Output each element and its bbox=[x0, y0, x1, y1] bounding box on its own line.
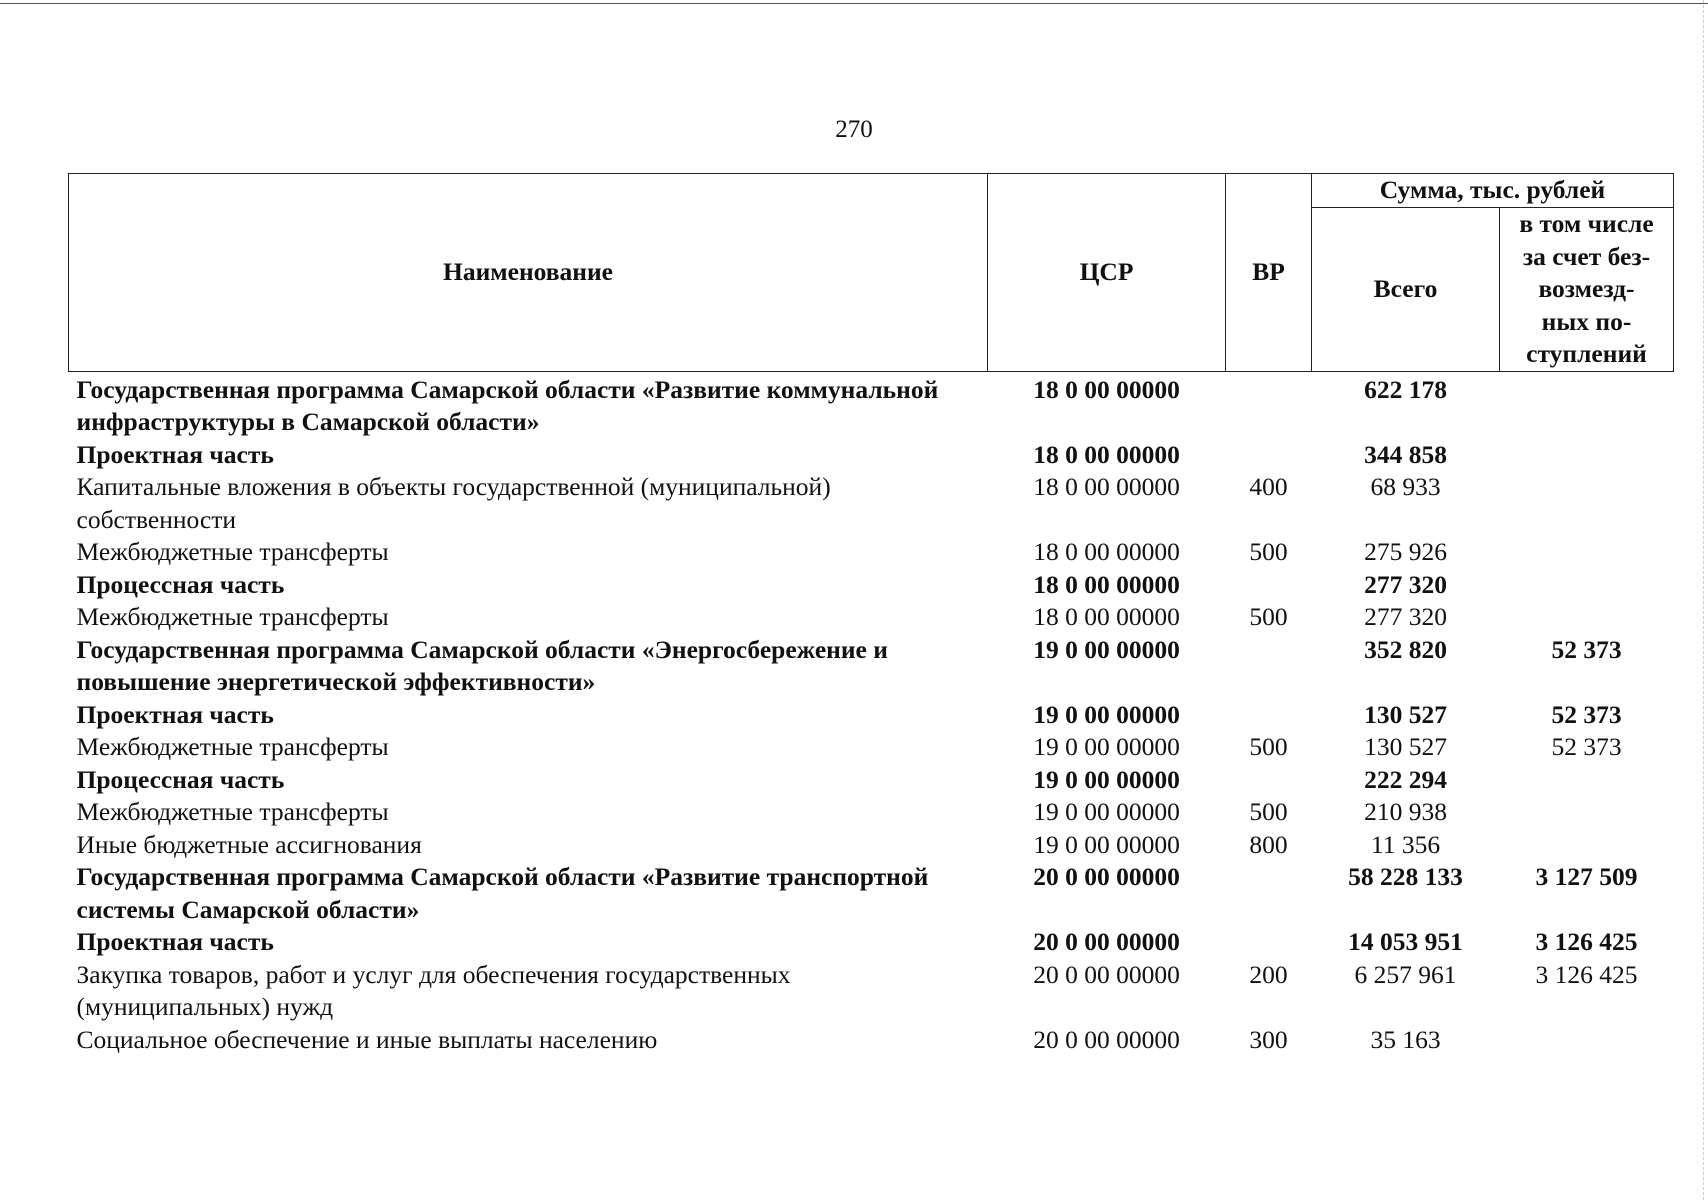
page-right-edge bbox=[1703, 0, 1704, 1200]
table-row bbox=[69, 601, 1674, 634]
cell-total: 210 938 bbox=[1364, 797, 1447, 826]
cell-free: 52 373 bbox=[1551, 732, 1622, 761]
cell-csr: 20 0 00 00000 bbox=[1033, 862, 1180, 891]
cell-name: Проектная часть bbox=[76, 699, 274, 729]
cell-csr: 18 0 00 00000 bbox=[1033, 374, 1180, 404]
cell-free bbox=[1500, 796, 1674, 829]
cell-free bbox=[1500, 601, 1674, 634]
cell-vr bbox=[1226, 569, 1312, 602]
cell-vr: 200 bbox=[1249, 959, 1288, 989]
cell-vr: 300 bbox=[1249, 1024, 1288, 1054]
cell-total: 277 320 bbox=[1364, 602, 1447, 631]
cell-csr: 18 0 00 00000 bbox=[1033, 537, 1180, 566]
cell-total: 622 178 bbox=[1364, 374, 1447, 404]
cell-csr: 20 0 00 00000 bbox=[1033, 927, 1180, 956]
cell-name: Закупка товаров, работ и услуг для обеспечения государственных (муниципальных) нужд bbox=[76, 959, 791, 1021]
header-free-line: за счет без- bbox=[1522, 241, 1651, 271]
table-row bbox=[69, 439, 1674, 472]
cell-free bbox=[1500, 569, 1674, 602]
cell-total: 68 933 bbox=[1370, 472, 1441, 501]
table-header bbox=[69, 174, 1674, 372]
cell-name: Процессная часть bbox=[76, 569, 285, 599]
cell-total: 11 356 bbox=[1370, 829, 1441, 859]
cell-name: Межбюджетные трансферты bbox=[76, 732, 389, 761]
table-row bbox=[69, 796, 1674, 829]
header-free-line: ных по- bbox=[1541, 306, 1632, 336]
cell-vr bbox=[1226, 439, 1312, 472]
cell-csr: 18 0 00 00000 bbox=[1033, 439, 1180, 469]
cell-csr: 19 0 00 00000 bbox=[1033, 634, 1180, 664]
page-top-rule bbox=[0, 3, 1708, 4]
cell-name: Государственная программа Самарской области «Энергосбережение и повышение энергетической эффективности» bbox=[76, 634, 888, 696]
cell-csr: 18 0 00 00000 bbox=[1033, 569, 1180, 599]
cell-vr: 500 bbox=[1249, 732, 1288, 761]
cell-csr: 18 0 00 00000 bbox=[1033, 602, 1180, 631]
cell-csr: 20 0 00 00000 bbox=[1033, 959, 1180, 989]
cell-name: Иные бюджетные ассигнования bbox=[76, 829, 422, 859]
cell-total: 14 053 951 bbox=[1348, 927, 1463, 956]
table-row bbox=[69, 829, 1674, 862]
table-row bbox=[69, 536, 1674, 569]
cell-vr bbox=[1226, 371, 1312, 439]
cell-name: Социальное обеспечение и иные выплаты населению bbox=[76, 1024, 658, 1054]
header-csr: ЦСР bbox=[988, 174, 1226, 372]
cell-name: Проектная часть bbox=[76, 927, 274, 956]
cell-free: 3 126 425 bbox=[1535, 927, 1638, 956]
cell-total: 130 527 bbox=[1364, 699, 1447, 729]
table-row bbox=[69, 634, 1674, 699]
table-row bbox=[69, 699, 1674, 732]
cell-vr bbox=[1226, 699, 1312, 732]
cell-total: 130 527 bbox=[1364, 732, 1447, 761]
cell-total: 277 320 bbox=[1364, 569, 1447, 599]
cell-free: 3 127 509 bbox=[1535, 862, 1638, 891]
cell-vr: 800 bbox=[1249, 829, 1288, 859]
cell-total: 275 926 bbox=[1364, 537, 1447, 566]
cell-name: Процессная часть bbox=[76, 764, 285, 794]
cell-name: Межбюджетные трансферты bbox=[76, 537, 389, 566]
table-row bbox=[69, 471, 1674, 536]
cell-csr: 20 0 00 00000 bbox=[1033, 1024, 1180, 1054]
table-row bbox=[69, 731, 1674, 764]
cell-free bbox=[1500, 371, 1674, 439]
header-including-free bbox=[1500, 208, 1674, 372]
page-number: 270 bbox=[835, 116, 873, 143]
cell-name: Капитальные вложения в объекты государственной (муниципальной) собственности bbox=[76, 472, 831, 534]
cell-vr: 500 bbox=[1249, 797, 1288, 826]
cell-free: 52 373 bbox=[1551, 634, 1622, 664]
budget-table bbox=[68, 173, 1674, 1056]
cell-csr: 19 0 00 00000 bbox=[1033, 829, 1180, 859]
cell-name: Межбюджетные трансферты bbox=[76, 602, 389, 631]
cell-vr: 500 bbox=[1249, 602, 1288, 631]
cell-total: 352 820 bbox=[1364, 634, 1447, 664]
header-free-line: возмезд- bbox=[1538, 274, 1635, 303]
table-row bbox=[69, 371, 1674, 439]
cell-csr: 19 0 00 00000 bbox=[1033, 732, 1180, 761]
cell-name: Государственная программа Самарской области «Развитие коммунальной инфраструктуры в Самарской области» bbox=[76, 374, 939, 436]
table-body bbox=[69, 371, 1674, 1056]
cell-csr: 19 0 00 00000 bbox=[1033, 797, 1180, 826]
cell-free bbox=[1500, 1024, 1674, 1057]
cell-free bbox=[1500, 536, 1674, 569]
header-total: Всего bbox=[1312, 208, 1500, 372]
cell-name: Государственная программа Самарской области «Развитие транспортной системы Самарской области» bbox=[76, 862, 929, 924]
cell-free bbox=[1500, 764, 1674, 797]
cell-free bbox=[1500, 471, 1674, 536]
table-row bbox=[69, 1024, 1674, 1057]
cell-vr bbox=[1226, 861, 1312, 926]
cell-vr bbox=[1226, 634, 1312, 699]
header-name: Наименование bbox=[69, 174, 988, 372]
header-free-line: ступлений bbox=[1526, 339, 1647, 368]
cell-total: 344 858 bbox=[1364, 439, 1447, 469]
cell-csr: 19 0 00 00000 bbox=[1033, 764, 1180, 794]
table-row bbox=[69, 861, 1674, 926]
cell-name: Межбюджетные трансферты bbox=[76, 797, 389, 826]
header-vr: ВР bbox=[1226, 174, 1312, 372]
cell-total: 6 257 961 bbox=[1354, 959, 1457, 989]
cell-vr: 400 bbox=[1249, 472, 1288, 501]
cell-free bbox=[1500, 829, 1674, 862]
cell-vr bbox=[1226, 764, 1312, 797]
table-row bbox=[69, 569, 1674, 602]
cell-total: 222 294 bbox=[1364, 764, 1447, 794]
cell-total: 35 163 bbox=[1370, 1024, 1441, 1054]
table-row bbox=[69, 764, 1674, 797]
header-sum-group: Сумма, тыс. рублей bbox=[1312, 174, 1674, 208]
cell-free: 3 126 425 bbox=[1535, 959, 1638, 989]
cell-free: 52 373 bbox=[1551, 699, 1622, 729]
cell-total: 58 228 133 bbox=[1348, 862, 1463, 891]
cell-csr: 19 0 00 00000 bbox=[1033, 699, 1180, 729]
cell-free bbox=[1500, 439, 1674, 472]
table-row bbox=[69, 926, 1674, 959]
cell-vr bbox=[1226, 926, 1312, 959]
cell-name: Проектная часть bbox=[76, 439, 274, 469]
cell-vr: 500 bbox=[1249, 537, 1288, 566]
cell-csr: 18 0 00 00000 bbox=[1033, 472, 1180, 501]
header-free-line: в том числе bbox=[1519, 209, 1654, 238]
table-row bbox=[69, 959, 1674, 1024]
